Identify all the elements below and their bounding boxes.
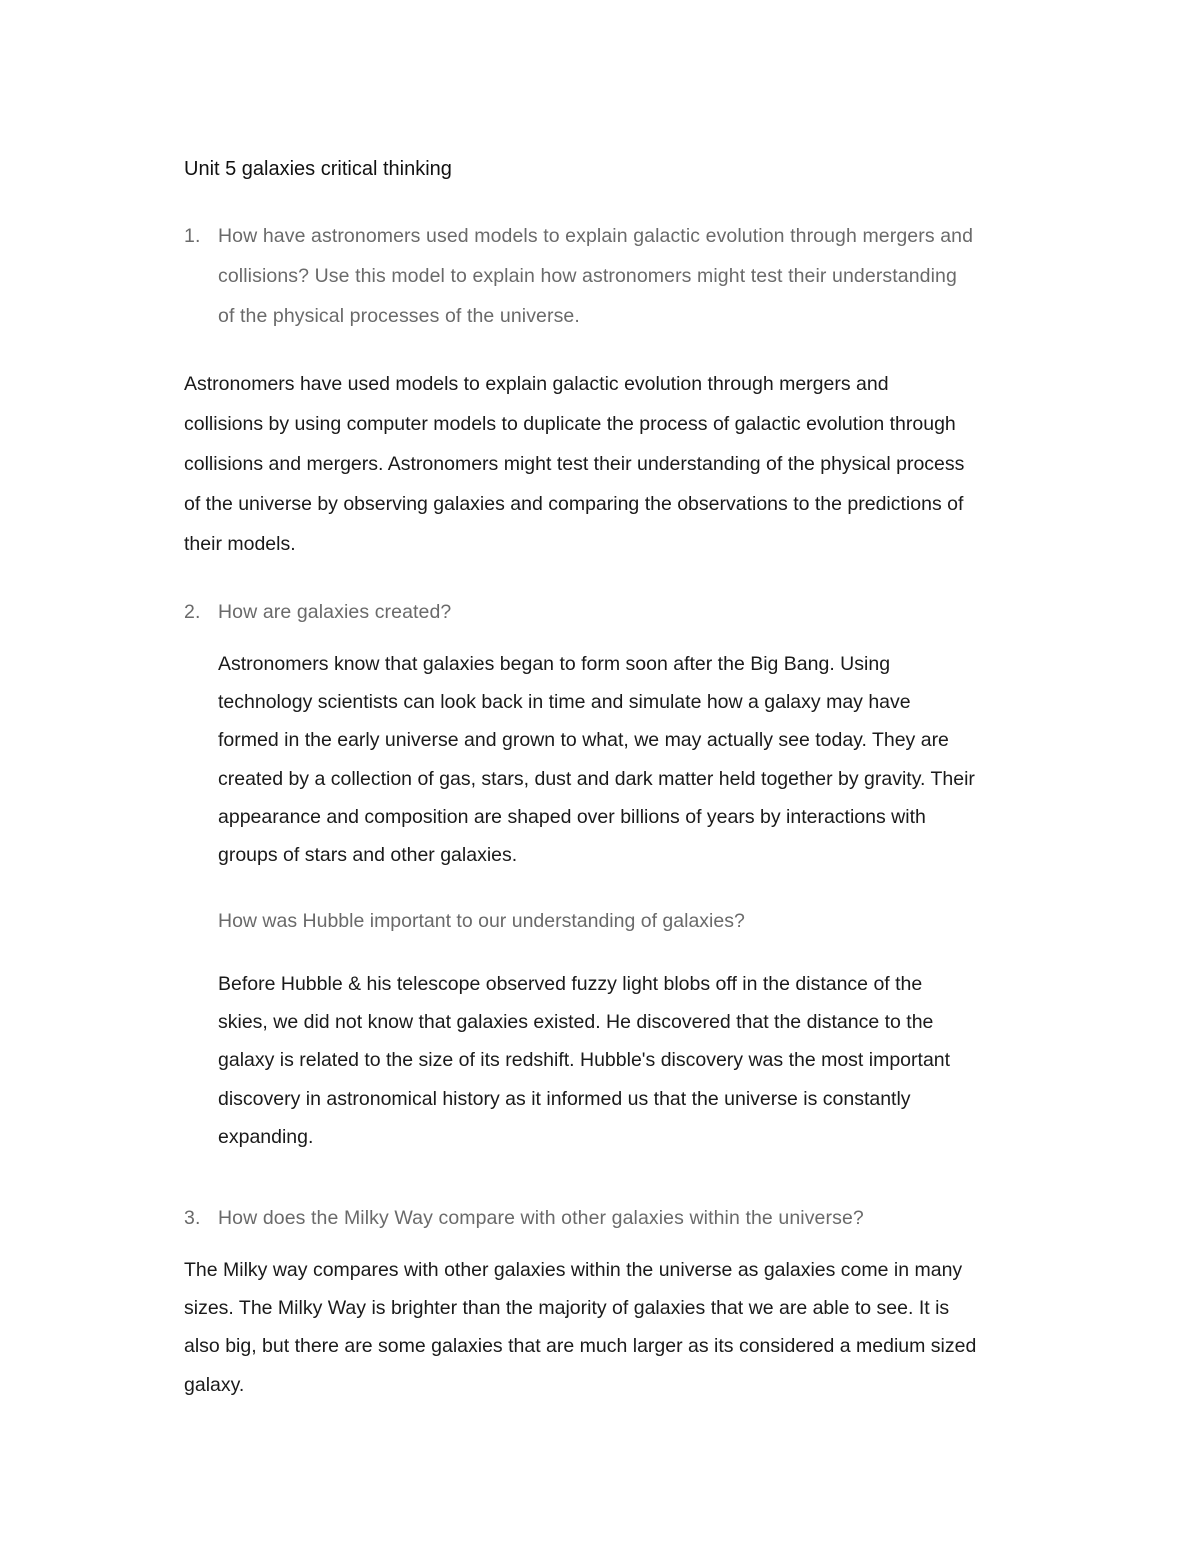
answer-2 [218,645,975,874]
answer-2b [218,965,950,1156]
question-2 [184,592,451,632]
answer-1-line: collisions by using computer models to duplicate the process of galactic evolution through [184,413,956,435]
answer-3-line: The Milky way compares with other galaxies within the universe as galaxies come in many [184,1259,963,1281]
question-1-number: 1. [184,225,201,247]
answer-2-line: formed in the early universe and grown to what, we may actually see today. They are [218,729,949,752]
answer-2b-line: discovery in astronomical history as it informed us that the universe is constantly [218,1087,911,1110]
answer-2-line: appearance and composition are shaped over billions of years by interactions with [218,805,926,828]
answer-1-line: of the universe by observing galaxies and comparing the observations to the predictions of [184,493,964,515]
answer-2b-line: skies, we did not know that galaxies existed. He discovered that the distance to the [218,1011,934,1034]
question-3 [184,1198,864,1238]
question-1-line: How have astronomers used models to explain galactic evolution through mergers and [218,225,974,247]
answer-2b-line: Before Hubble & his telescope observed fuzzy light blobs off in the distance of the [218,973,923,995]
answer-3-line: also big, but there are some galaxies that are much larger as its considered a medium sized [184,1335,977,1358]
answer-3-line: sizes. The Milky Way is brighter than the majority of galaxies that we are able to see. It is [184,1297,950,1320]
answer-2-line: groups of stars and other galaxies. [218,844,518,867]
document-title: Unit 5 galaxies critical thinking [184,158,452,180]
answer-1-line: Astronomers have used models to explain galactic evolution through mergers and [184,373,889,395]
answer-2b-line: galaxy is related to the size of its redshift. Hubble's discovery was the most important [218,1049,951,1072]
question-1 [184,216,973,336]
question-3-number: 3. [184,1207,201,1229]
question-1-line: of the physical processes of the universe. [218,305,580,327]
question-3-text: How does the Milky Way compare with other galaxies within the universe? [218,1207,864,1229]
question-2-number: 2. [184,601,201,623]
answer-2b-line: expanding. [218,1125,314,1148]
answer-2-line: technology scientists can look back in time and simulate how a galaxy may have [218,691,911,714]
question-1-text [218,216,973,336]
answer-3-line: galaxy. [184,1373,245,1396]
answer-1-line: their models. [184,533,296,555]
question-1-line: collisions? Use this model to explain how astronomers might test their understanding [218,265,957,287]
answer-1 [184,364,964,564]
question-2-text: How are galaxies created? [218,601,452,623]
answer-1-line: collisions and mergers. Astronomers might test their understanding of the physical process [184,453,965,475]
answer-2-line: created by a collection of gas, stars, dust and dark matter held together by gravity. Their [218,767,975,790]
answer-3 [184,1251,976,1404]
answer-2-line: Astronomers know that galaxies began to form soon after the Big Bang. Using [218,653,891,675]
question-2b-text: How was Hubble important to our understanding of galaxies? [218,910,745,932]
